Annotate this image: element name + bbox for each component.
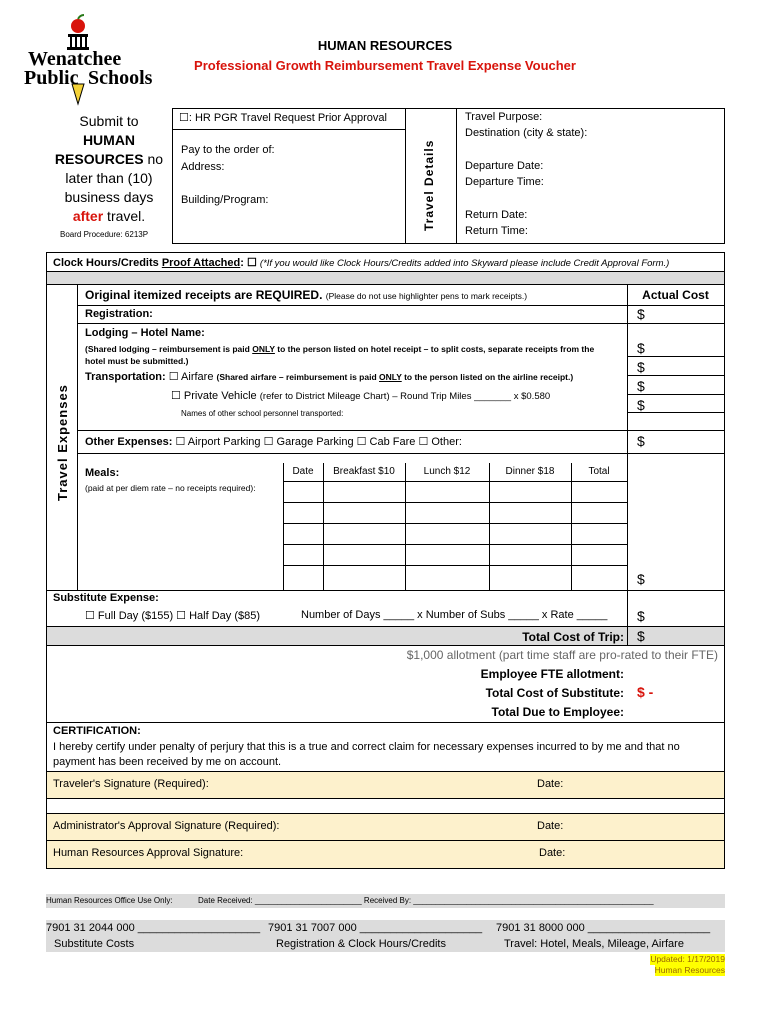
budget-label-registration: Registration & Clock Hours/Credits	[276, 938, 446, 950]
meal-header-dinner: Dinner $18	[505, 466, 555, 477]
meals-label: Meals:	[85, 467, 120, 479]
travel-details-label: Travel Details	[422, 139, 436, 231]
budget-code-substitute[interactable]: 7901 31 2044 000 ____________________	[46, 922, 261, 934]
travel-details-box	[405, 108, 725, 244]
submit-box	[46, 108, 172, 244]
clock-hours-label: Clock Hours/Credits	[53, 257, 162, 269]
lodging-label: Lodging – Hotel Name:	[85, 327, 205, 339]
office-use-label: Human Resources Office Use Only:	[46, 896, 173, 905]
lodging-note-only: ONLY	[252, 344, 275, 354]
original-receipts-heading	[85, 288, 527, 302]
meal-header-total: Total	[588, 466, 610, 477]
airfare-cost[interactable]: $	[637, 359, 645, 375]
private-vehicle-row	[171, 389, 550, 402]
budget-code-travel[interactable]: 7901 31 8000 000 ____________________	[496, 922, 711, 934]
budget-code-registration[interactable]: 7901 31 7007 000 ____________________	[268, 922, 483, 934]
logo-line2a: Public	[24, 67, 79, 89]
meals-grid	[283, 463, 627, 590]
meals-note: (paid at per diem rate – no receipts required):	[85, 483, 256, 493]
actual-cost-header: Actual Cost	[642, 288, 709, 302]
receipts-note: (Please do not use highlighter pens to mark receipts.)	[325, 291, 528, 301]
return-date-field[interactable]: Return Date:	[465, 209, 528, 221]
private-vehicle-checkbox[interactable]: ☐ Private Vehicle	[171, 390, 257, 402]
substitute-cost[interactable]: $	[637, 608, 645, 624]
traveler-signature-row[interactable]	[47, 771, 724, 799]
destination-field[interactable]: Destination (city & state):	[465, 127, 588, 139]
budget-codes-row	[46, 920, 725, 952]
transportation-row	[85, 370, 573, 383]
total-cost-value[interactable]: $	[637, 628, 645, 644]
airfare-note-b: to the person listed on the airline receipt.)	[401, 372, 574, 382]
updated-note	[650, 954, 725, 976]
address-field[interactable]: Address:	[181, 161, 225, 173]
registration-cost[interactable]: $	[637, 306, 645, 322]
clock-hours-note: (*If you would like Clock Hours/Credits added into Skyward please include Credit Approval Form.)	[259, 258, 670, 269]
mileage-text: (refer to District Mileage Chart) – Round Trip Miles _______ x $0.580	[259, 391, 551, 402]
meal-header-date: Date	[292, 466, 314, 477]
certification-heading: CERTIFICATION:	[53, 725, 141, 737]
proof-attached-label: Proof Attached	[161, 257, 241, 269]
substitute-box	[46, 590, 725, 627]
allotment-note: $1,000 allotment (part time staff are pro-rated to their FTE)	[406, 648, 718, 662]
departure-time-field[interactable]: Departure Time:	[465, 176, 544, 188]
airfare-note	[217, 372, 574, 382]
substitute-total-value: $ -	[637, 684, 654, 700]
registration-label: Registration:	[85, 308, 153, 320]
airfare-note-a: (Shared airfare – reimbursement is paid	[216, 372, 380, 382]
submit-line5: business days	[64, 189, 154, 205]
travel-purpose-field[interactable]: Travel Purpose:	[465, 111, 543, 123]
totals-box	[46, 645, 725, 723]
certification-text-1: I hereby certify under penalty of perjury that this is a true and correct claim for necessary expenses incurred to by me and that no	[53, 741, 680, 753]
logo-line2b: Schools	[88, 67, 153, 89]
substitute-total-label: Total Cost of Substitute:	[485, 686, 624, 700]
hr-signature-row[interactable]	[47, 841, 724, 868]
admin-date-label: Date:	[537, 820, 564, 832]
travel-expenses-box	[46, 284, 725, 591]
office-use-row	[46, 894, 725, 908]
grey-separator	[46, 271, 725, 285]
budget-label-substitute: Substitute Costs	[54, 938, 135, 950]
meals-cost[interactable]: $	[637, 571, 645, 587]
meal-header-breakfast: Breakfast $10	[333, 466, 395, 477]
lodging-note-c: hotel must be submitted.)	[85, 356, 189, 366]
other-personnel-cost[interactable]: $	[637, 397, 645, 413]
substitute-label: Substitute Expense:	[53, 592, 159, 604]
other-expenses-cost[interactable]: $	[637, 433, 645, 449]
total-cost-label: Total Cost of Trip:	[522, 630, 624, 644]
substitute-options[interactable]: ☐ Full Day ($155) ☐ Half Day ($85)	[85, 610, 261, 622]
updated-date: Updated: 1/17/2019	[650, 954, 725, 964]
submit-line1: Submit to	[79, 113, 139, 129]
lodging-note-a: (Shared lodging – reimbursement is paid	[85, 344, 253, 354]
other-expenses-row	[85, 435, 462, 448]
prior-approval-checkbox[interactable]: ☐: HR PGR Travel Request Prior Approval	[179, 112, 387, 124]
clock-hours-row	[46, 252, 725, 272]
pay-to-field[interactable]: Pay to the order of:	[181, 144, 275, 156]
transportation-label: Transportation:	[85, 371, 166, 383]
original-receipts-text: Original itemized receipts are REQUIRED.	[85, 288, 323, 302]
lodging-note-b: to the person listed on hotel receipt – to split costs, separate receipts from the	[274, 344, 595, 354]
travel-expenses-label: Travel Expenses	[55, 384, 70, 501]
total-due-label: Total Due to Employee:	[491, 705, 624, 719]
airfare-note-only: ONLY	[379, 372, 402, 382]
lodging-note	[85, 343, 625, 367]
fte-label: Employee FTE allotment:	[480, 667, 624, 681]
submit-line4: later than (10)	[65, 170, 153, 186]
lodging-cost[interactable]: $	[637, 340, 645, 356]
page-title: HUMAN RESOURCES	[317, 38, 453, 53]
board-procedure: Board Procedure: 6213P	[60, 230, 149, 239]
submit-line3a: RESOURCES	[54, 151, 144, 167]
submit-line2: HUMAN	[82, 132, 136, 148]
requestor-box	[172, 108, 406, 244]
admin-signature-label: Administrator's Approval Signature (Required):	[53, 820, 280, 832]
departure-date-field[interactable]: Departure Date:	[465, 160, 544, 172]
certification-text-2: payment has been received by me on account.	[53, 756, 282, 768]
return-time-field[interactable]: Return Time:	[465, 225, 528, 237]
submit-after: after	[72, 208, 104, 224]
total-cost-row	[46, 626, 725, 646]
traveler-date-label: Date:	[537, 778, 564, 790]
building-field[interactable]: Building/Program:	[181, 194, 269, 206]
other-expenses-label: Other Expenses:	[85, 436, 173, 448]
submit-line3b: no	[143, 151, 164, 167]
mileage-cost[interactable]: $	[637, 378, 645, 394]
certification-box	[46, 722, 725, 869]
page-subtitle: Professional Growth Reimbursement Travel Expense Voucher	[194, 58, 576, 73]
hr-date-label: Date:	[539, 847, 566, 859]
office-received-fields[interactable]: Date Received: ________________________ Received By: ______________________________________________________	[198, 896, 654, 905]
updated-dept: Human Resources	[654, 965, 725, 975]
proof-attached-checkbox[interactable]: : ☐	[240, 257, 257, 269]
traveler-signature-label: Traveler's Signature (Required):	[53, 778, 209, 790]
logo-line1: Wenatchee	[28, 48, 122, 70]
substitute-formula: Number of Days _____ x Number of Subs _____ x Rate _____	[301, 609, 608, 621]
hr-signature-label: Human Resources Approval Signature:	[53, 847, 244, 859]
other-expenses-options[interactable]: ☐ Airport Parking ☐ Garage Parking ☐ Cab Fare ☐ Other:	[175, 436, 462, 448]
other-personnel-label: Names of other school personnel transported:	[181, 409, 344, 418]
airfare-checkbox[interactable]: ☐ Airfare	[168, 371, 214, 383]
meal-header-lunch: Lunch $12	[423, 466, 471, 477]
admin-signature-row[interactable]	[47, 813, 724, 841]
submit-line6b: travel.	[103, 208, 146, 224]
budget-label-travel: Travel: Hotel, Meals, Mileage, Airfare	[504, 938, 684, 950]
